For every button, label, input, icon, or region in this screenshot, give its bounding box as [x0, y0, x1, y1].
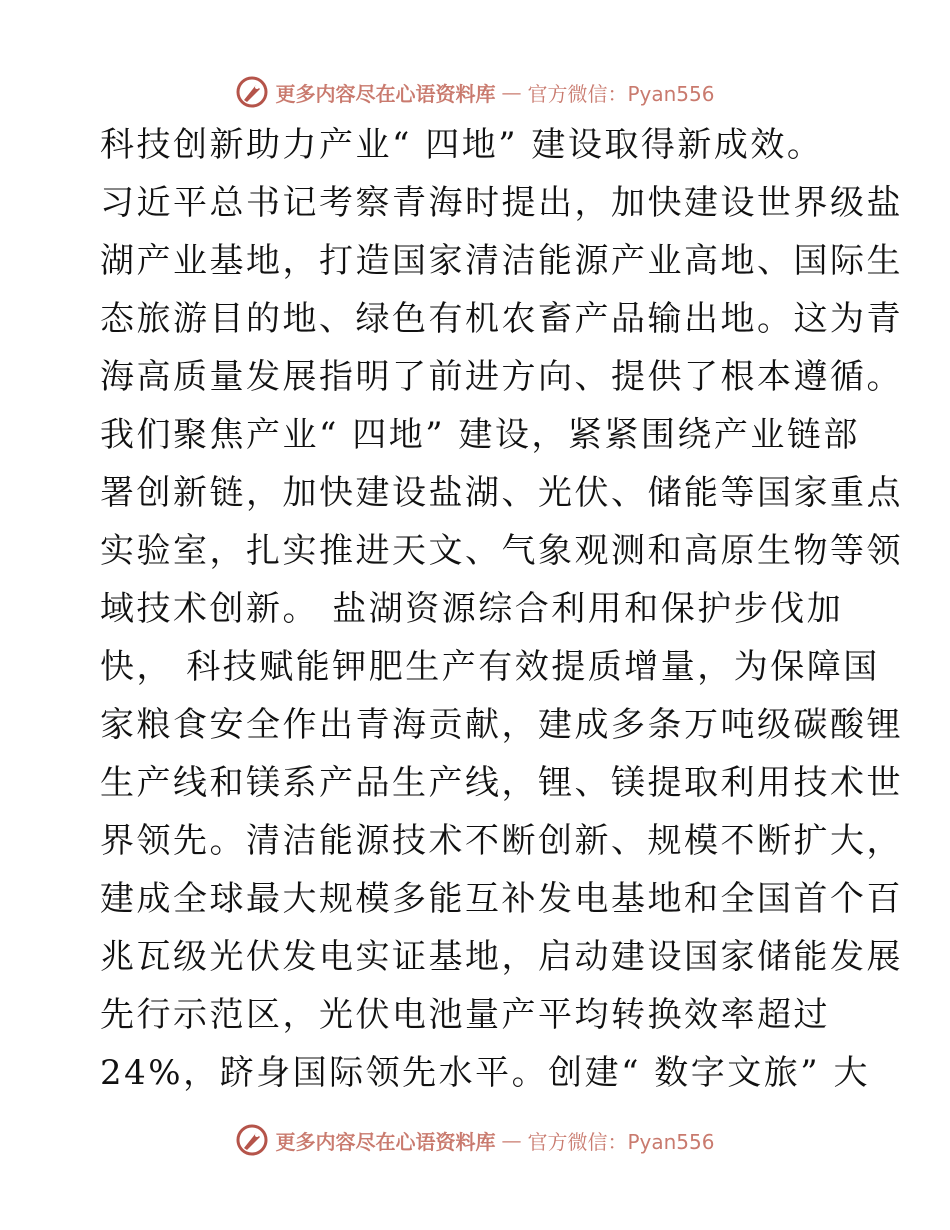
text-line: 家粮食安全作出青海贡献，建成多条万吨级碳酸锂 [100, 705, 903, 745]
text-line: 湖产业基地，打造国家清洁能源产业高地、国际生 [100, 241, 903, 281]
text-line: 习近平总书记考察青海时提出，加快建设世界级盐 [100, 183, 903, 223]
watermark-site-text: 更多内容尽在心语资料库 [275, 81, 496, 106]
text-line: 建成全球最大规模多能互补发电基地和全国首个百 [100, 879, 903, 919]
watermark-dash: — [501, 1128, 522, 1152]
text-line: 我们聚焦产业“ 四地” 建设，紧紧围绕产业链部 [100, 415, 860, 455]
watermark-wechat-text: 官方微信：Pyan556 [527, 1129, 715, 1154]
watermark-wechat-text: 官方微信：Pyan556 [527, 81, 715, 106]
footer-watermark [0, 1120, 950, 1160]
text-line: 界领先。清洁能源技术不断创新、规模不断扩大， [100, 821, 903, 861]
text-line: 科技创新助力产业“ 四地” 建设取得新成效。 [100, 125, 824, 165]
watermark-dash: — [501, 80, 522, 104]
header-watermark [0, 72, 950, 112]
text-line: 兆瓦级光伏发电实证基地，启动建设国家储能发展 [100, 937, 903, 977]
pen-nib-circle-icon [235, 75, 269, 109]
text-line: 实验室，扎实推进天文、气象观测和高原生物等领 [100, 531, 903, 571]
text-line: 快， 科技赋能钾肥生产有效提质增量，为保障国 [100, 647, 880, 687]
text-line: 署创新链，加快建设盐湖、光伏、储能等国家重点 [100, 473, 903, 513]
text-line: 态旅游目的地、绿色有机农畜产品输出地。这为青 [100, 299, 903, 339]
text-line: 24%，跻身国际领先水平。创建“ 数字文旅” 大 [100, 1053, 870, 1093]
text-line: 域技术创新。 盐湖资源综合利用和保护步伐加 [100, 589, 844, 629]
pen-nib-circle-icon [235, 1123, 269, 1157]
text-line: 先行示范区，光伏电池量产平均转换效率超过 [100, 995, 830, 1035]
text-line: 海高质量发展指明了前进方向、提供了根本遵循。 [100, 357, 903, 397]
text-line: 生产线和镁系产品生产线，锂、镁提取利用技术世 [100, 763, 903, 803]
watermark-site-text: 更多内容尽在心语资料库 [275, 1129, 496, 1154]
